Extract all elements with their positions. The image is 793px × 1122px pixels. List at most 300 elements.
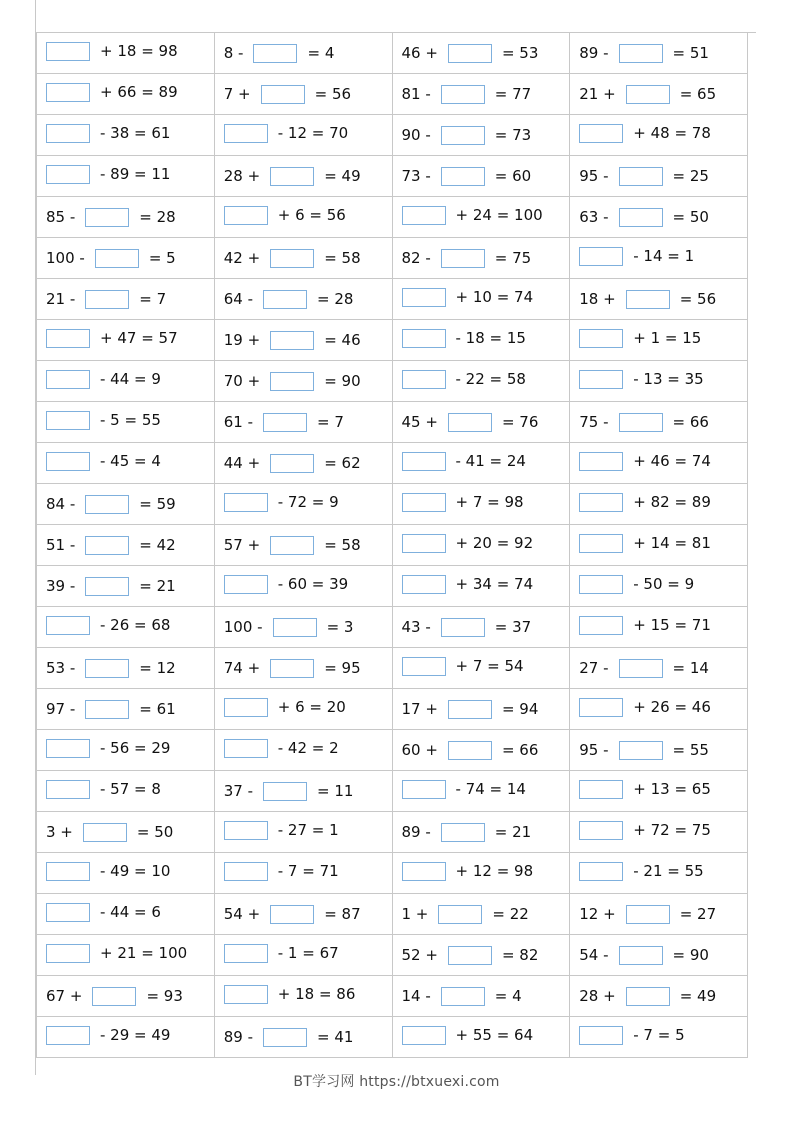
equation-right-side: + 24 = 100 bbox=[455, 206, 543, 224]
answer-box[interactable] bbox=[448, 44, 492, 63]
equation-left-operand: 95 - bbox=[579, 167, 609, 185]
answer-box[interactable] bbox=[46, 165, 90, 184]
answer-box[interactable] bbox=[85, 536, 129, 555]
equation-row bbox=[37, 197, 748, 238]
equation bbox=[579, 493, 711, 512]
equation-left-operand: 28 + bbox=[579, 987, 616, 1005]
equation-right-side: + 26 = 46 bbox=[633, 698, 711, 716]
equation-right-side: = 4 bbox=[307, 44, 335, 62]
equation-right-side: = 66 bbox=[672, 413, 709, 431]
answer-box[interactable] bbox=[263, 1028, 307, 1047]
equation-row bbox=[37, 730, 748, 771]
answer-box[interactable] bbox=[441, 987, 485, 1006]
answer-box[interactable] bbox=[579, 329, 623, 348]
equation-right-side: = 55 bbox=[672, 741, 709, 759]
equation-left-operand: 8 - bbox=[223, 44, 244, 62]
equation bbox=[579, 290, 716, 309]
equation bbox=[224, 290, 354, 309]
answer-box[interactable] bbox=[402, 657, 446, 676]
equation-cell bbox=[392, 607, 570, 648]
equation-right-side: + 82 = 89 bbox=[633, 493, 711, 511]
equation-right-side: = 3 bbox=[326, 618, 354, 636]
answer-box[interactable] bbox=[253, 44, 297, 63]
equation-cell bbox=[37, 402, 215, 443]
equation bbox=[46, 452, 161, 471]
equation-left-operand: 21 + bbox=[579, 85, 616, 103]
answer-box[interactable] bbox=[224, 698, 268, 717]
equation-cell bbox=[392, 402, 570, 443]
equation-right-side: - 45 = 4 bbox=[100, 452, 161, 470]
equation-left-operand: 39 - bbox=[46, 577, 76, 595]
answer-box[interactable] bbox=[224, 493, 268, 512]
equation-left-operand: 84 - bbox=[46, 495, 76, 513]
equation-cell bbox=[37, 115, 215, 156]
equation-cell bbox=[392, 320, 570, 361]
footer-credit: BT学习网 https://btxuexi.com bbox=[293, 1074, 500, 1090]
equation-cell bbox=[214, 443, 392, 484]
equation-right-side: - 22 = 58 bbox=[455, 370, 526, 388]
answer-box[interactable] bbox=[270, 331, 314, 350]
equation-row bbox=[37, 1017, 748, 1058]
equation-right-side: = 87 bbox=[324, 905, 361, 923]
answer-box[interactable] bbox=[579, 821, 623, 840]
equation-cell bbox=[214, 525, 392, 566]
equation-right-side: = 90 bbox=[324, 372, 361, 390]
equation-right-side: - 26 = 68 bbox=[100, 616, 171, 634]
answer-box[interactable] bbox=[619, 741, 663, 760]
answer-box[interactable] bbox=[619, 44, 663, 63]
equation-right-side: - 74 = 14 bbox=[455, 780, 526, 798]
answer-box[interactable] bbox=[224, 985, 268, 1004]
equation-row bbox=[37, 402, 748, 443]
equation-cell bbox=[37, 197, 215, 238]
equation-row bbox=[37, 238, 748, 279]
equation-cell bbox=[570, 525, 748, 566]
equation bbox=[579, 208, 709, 227]
answer-box[interactable] bbox=[46, 739, 90, 758]
answer-box[interactable] bbox=[579, 124, 623, 143]
answer-box[interactable] bbox=[441, 823, 485, 842]
equation-left-operand: 53 - bbox=[46, 659, 76, 677]
equation bbox=[46, 329, 178, 348]
equation-row bbox=[37, 976, 748, 1017]
equation bbox=[579, 534, 711, 553]
answer-box[interactable] bbox=[85, 577, 129, 596]
equation-cell bbox=[214, 607, 392, 648]
equation bbox=[46, 739, 170, 758]
equation-left-operand: 82 - bbox=[401, 249, 431, 267]
equation-cell bbox=[392, 484, 570, 525]
equation-right-side: + 1 = 15 bbox=[633, 329, 702, 347]
equation-left-operand: 97 - bbox=[46, 700, 76, 718]
equation-row bbox=[37, 33, 748, 74]
equation-cell bbox=[37, 812, 215, 853]
answer-box[interactable] bbox=[579, 247, 623, 266]
equation-left-operand: 3 + bbox=[46, 823, 73, 841]
equation-right-side: - 38 = 61 bbox=[100, 124, 171, 142]
equation-right-side: - 60 = 39 bbox=[277, 575, 349, 593]
answer-box[interactable] bbox=[438, 905, 482, 924]
equation-row bbox=[37, 525, 748, 566]
equation-right-side: = 58 bbox=[324, 536, 361, 554]
answer-box[interactable] bbox=[46, 411, 90, 430]
answer-box[interactable] bbox=[270, 454, 314, 473]
equation-cell bbox=[37, 730, 215, 771]
equation-left-operand: 100 - bbox=[46, 249, 85, 267]
equation-cell bbox=[392, 156, 570, 197]
equation-cell bbox=[570, 771, 748, 812]
equation bbox=[579, 698, 711, 717]
answer-box[interactable] bbox=[46, 370, 90, 389]
equation-right-side: = 42 bbox=[139, 536, 176, 554]
equation-cell bbox=[37, 484, 215, 525]
equation-cell bbox=[37, 566, 215, 607]
answer-box[interactable] bbox=[263, 413, 307, 432]
equation-right-side: = 21 bbox=[494, 823, 532, 841]
equation-left-operand: 89 - bbox=[223, 1028, 254, 1046]
answer-box[interactable] bbox=[626, 987, 670, 1006]
equation bbox=[579, 1026, 684, 1045]
answer-box[interactable] bbox=[619, 659, 663, 678]
equation-cell bbox=[392, 894, 570, 935]
answer-box[interactable] bbox=[402, 862, 446, 881]
answer-box[interactable] bbox=[579, 780, 623, 799]
equation-right-side: + 48 = 78 bbox=[633, 124, 711, 142]
equation bbox=[579, 905, 716, 924]
equation bbox=[579, 167, 709, 186]
answer-box[interactable] bbox=[46, 903, 90, 922]
equation bbox=[402, 329, 526, 348]
equation-cell bbox=[214, 33, 392, 74]
answer-box[interactable] bbox=[263, 782, 307, 801]
equation-cell bbox=[214, 853, 392, 894]
equation-right-side: = 58 bbox=[324, 249, 361, 267]
equation-right-side: - 56 = 29 bbox=[100, 739, 171, 757]
equation-cell bbox=[214, 115, 392, 156]
equation-cell bbox=[392, 648, 570, 689]
equation-right-side: = 7 bbox=[317, 413, 344, 431]
equation bbox=[224, 782, 354, 801]
equation bbox=[402, 452, 526, 471]
equation-right-side: = 25 bbox=[672, 167, 709, 185]
equation-row bbox=[37, 361, 748, 402]
answer-box[interactable] bbox=[579, 575, 623, 594]
equation-right-side: = 28 bbox=[317, 290, 354, 308]
equation-left-operand: 75 - bbox=[579, 413, 609, 431]
answer-box[interactable] bbox=[85, 700, 129, 719]
equation-right-side: = 94 bbox=[501, 700, 539, 718]
equation-right-side: + 21 = 100 bbox=[100, 944, 188, 962]
equation bbox=[224, 249, 361, 268]
answer-box[interactable] bbox=[579, 862, 623, 881]
answer-box[interactable] bbox=[273, 618, 317, 637]
answer-box[interactable] bbox=[579, 698, 623, 717]
equation-cell bbox=[570, 484, 748, 525]
equation bbox=[224, 372, 361, 391]
equation-cell bbox=[37, 443, 215, 484]
answer-box[interactable] bbox=[448, 700, 492, 719]
equation-cell bbox=[570, 607, 748, 648]
equation-cell bbox=[570, 894, 748, 935]
answer-box[interactable] bbox=[270, 659, 314, 678]
equation bbox=[46, 659, 176, 678]
equation-row bbox=[37, 648, 748, 689]
equation-right-side: = 76 bbox=[501, 413, 539, 431]
equation-right-side: = 22 bbox=[492, 905, 529, 923]
equation bbox=[46, 42, 178, 61]
equation bbox=[402, 618, 532, 637]
equation bbox=[579, 821, 711, 840]
answer-box[interactable] bbox=[95, 249, 139, 268]
equation-right-side: + 72 = 75 bbox=[633, 821, 711, 839]
equation bbox=[402, 167, 532, 186]
equation-cell bbox=[214, 361, 392, 402]
equation-cell bbox=[570, 361, 748, 402]
equation-left-operand: 42 + bbox=[223, 249, 261, 267]
answer-box[interactable] bbox=[402, 493, 446, 512]
answer-box[interactable] bbox=[441, 249, 485, 268]
answer-box[interactable] bbox=[224, 206, 268, 225]
equation bbox=[46, 1026, 170, 1045]
answer-box[interactable] bbox=[224, 575, 268, 594]
equation-right-side: + 13 = 65 bbox=[633, 780, 711, 798]
equation-right-side: = 56 bbox=[679, 290, 717, 308]
equation-row bbox=[37, 812, 748, 853]
answer-box[interactable] bbox=[92, 987, 136, 1006]
equation-left-operand: 43 - bbox=[401, 618, 431, 636]
equation-left-operand: 27 - bbox=[579, 659, 609, 677]
equation-right-side: + 55 = 64 bbox=[455, 1026, 534, 1044]
equation-cell bbox=[392, 566, 570, 607]
equation-right-side: + 18 = 86 bbox=[277, 985, 356, 1003]
equation-row bbox=[37, 74, 748, 115]
answer-box[interactable] bbox=[224, 124, 268, 143]
answer-box[interactable] bbox=[263, 290, 307, 309]
equation-cell bbox=[570, 74, 748, 115]
equation-cell bbox=[214, 402, 392, 443]
equation bbox=[224, 44, 335, 63]
equation-left-operand: 28 + bbox=[223, 167, 261, 185]
answer-box[interactable] bbox=[441, 126, 485, 145]
answer-box[interactable] bbox=[270, 372, 314, 391]
equation bbox=[224, 985, 356, 1004]
answer-box[interactable] bbox=[270, 536, 314, 555]
equation-cell bbox=[37, 853, 215, 894]
answer-box[interactable] bbox=[46, 944, 90, 963]
equation-right-side: + 20 = 92 bbox=[455, 534, 534, 552]
equation-cell bbox=[570, 238, 748, 279]
equation-left-operand: 61 - bbox=[223, 413, 254, 431]
answer-box[interactable] bbox=[46, 1026, 90, 1045]
answer-box[interactable] bbox=[448, 741, 492, 760]
answer-box[interactable] bbox=[270, 167, 314, 186]
equation-right-side: = 49 bbox=[679, 987, 717, 1005]
equation-right-side: - 44 = 9 bbox=[100, 370, 161, 388]
answer-box[interactable] bbox=[579, 534, 623, 553]
equation-cell bbox=[214, 484, 392, 525]
equation bbox=[224, 493, 339, 512]
answer-box[interactable] bbox=[579, 493, 623, 512]
answer-box[interactable] bbox=[46, 124, 90, 143]
equation bbox=[46, 903, 161, 922]
equation-cell bbox=[214, 238, 392, 279]
equation-row bbox=[37, 853, 748, 894]
equation bbox=[46, 249, 176, 268]
answer-box[interactable] bbox=[85, 208, 129, 227]
equation-cell bbox=[570, 115, 748, 156]
equation-right-side: - 57 = 8 bbox=[100, 780, 161, 798]
equation-cell bbox=[570, 402, 748, 443]
answer-box[interactable] bbox=[402, 329, 446, 348]
equation-cell bbox=[392, 689, 570, 730]
answer-box[interactable] bbox=[579, 616, 623, 635]
equation-grid-body bbox=[37, 33, 748, 1058]
answer-box[interactable] bbox=[46, 616, 90, 635]
equation-right-side: - 21 = 55 bbox=[633, 862, 704, 880]
equation-row bbox=[37, 566, 748, 607]
equation-left-operand: 12 + bbox=[579, 905, 616, 923]
equation bbox=[224, 618, 354, 637]
equation bbox=[402, 126, 532, 145]
answer-box[interactable] bbox=[619, 167, 663, 186]
equation-cell bbox=[214, 812, 392, 853]
equation-cell bbox=[214, 279, 392, 320]
answer-box[interactable] bbox=[448, 413, 492, 432]
answer-box[interactable] bbox=[626, 905, 670, 924]
answer-box[interactable] bbox=[270, 249, 314, 268]
equation-row bbox=[37, 484, 748, 525]
equation bbox=[224, 739, 339, 758]
equation-right-side: = 62 bbox=[324, 454, 361, 472]
answer-box[interactable] bbox=[85, 495, 129, 514]
answer-box[interactable] bbox=[448, 946, 492, 965]
equation-cell bbox=[392, 812, 570, 853]
answer-box[interactable] bbox=[224, 944, 268, 963]
answer-box[interactable] bbox=[441, 85, 485, 104]
answer-box[interactable] bbox=[85, 290, 129, 309]
equation bbox=[46, 700, 176, 719]
answer-box[interactable] bbox=[441, 618, 485, 637]
equation-cell bbox=[214, 74, 392, 115]
equation-grid bbox=[36, 32, 748, 1058]
answer-box[interactable] bbox=[224, 739, 268, 758]
equation bbox=[46, 165, 170, 184]
answer-box[interactable] bbox=[46, 862, 90, 881]
equation-right-side: - 27 = 1 bbox=[277, 821, 339, 839]
answer-box[interactable] bbox=[626, 85, 670, 104]
equation-right-side: = 53 bbox=[501, 44, 539, 62]
answer-box[interactable] bbox=[402, 575, 446, 594]
equation-cell bbox=[392, 935, 570, 976]
equation bbox=[224, 659, 361, 678]
equation-right-side: = 75 bbox=[494, 249, 532, 267]
answer-box[interactable] bbox=[85, 659, 129, 678]
answer-box[interactable] bbox=[46, 452, 90, 471]
equation-right-side: + 6 = 56 bbox=[277, 206, 346, 224]
answer-box[interactable] bbox=[270, 905, 314, 924]
equation bbox=[224, 862, 339, 881]
equation bbox=[579, 575, 694, 594]
answer-box[interactable] bbox=[402, 534, 446, 553]
answer-box[interactable] bbox=[46, 780, 90, 799]
equation-right-side: - 13 = 35 bbox=[633, 370, 704, 388]
answer-box[interactable] bbox=[46, 329, 90, 348]
answer-box[interactable] bbox=[619, 413, 663, 432]
equation-right-side: = 21 bbox=[139, 577, 176, 595]
answer-box[interactable] bbox=[402, 206, 446, 225]
equation-right-side: = 82 bbox=[501, 946, 539, 964]
answer-box[interactable] bbox=[402, 370, 446, 389]
equation-right-side: + 10 = 74 bbox=[455, 288, 534, 306]
equation bbox=[46, 83, 178, 102]
equation bbox=[402, 288, 534, 307]
equation-left-operand: 44 + bbox=[223, 454, 261, 472]
answer-box[interactable] bbox=[46, 83, 90, 102]
equation bbox=[579, 85, 716, 104]
equation-right-side: = 4 bbox=[494, 987, 522, 1005]
equation-cell bbox=[37, 607, 215, 648]
equation-cell bbox=[37, 320, 215, 361]
equation-right-side: = 65 bbox=[679, 85, 717, 103]
equation-cell bbox=[392, 361, 570, 402]
equation-right-side: = 61 bbox=[139, 700, 176, 718]
equation-cell bbox=[392, 33, 570, 74]
equation bbox=[224, 454, 361, 473]
answer-box[interactable] bbox=[579, 452, 623, 471]
answer-box[interactable] bbox=[83, 823, 127, 842]
equation-row bbox=[37, 320, 748, 361]
equation-cell bbox=[214, 976, 392, 1017]
equation-cell bbox=[214, 894, 392, 935]
equation-right-side: - 44 = 6 bbox=[100, 903, 161, 921]
equation bbox=[579, 659, 709, 678]
answer-box[interactable] bbox=[619, 946, 663, 965]
equation bbox=[402, 370, 526, 389]
equation bbox=[224, 206, 346, 225]
answer-box[interactable] bbox=[626, 290, 670, 309]
answer-box[interactable] bbox=[402, 1026, 446, 1045]
equation-row bbox=[37, 279, 748, 320]
equation-left-operand: 89 - bbox=[401, 823, 431, 841]
answer-box[interactable] bbox=[46, 42, 90, 61]
answer-box[interactable] bbox=[402, 288, 446, 307]
answer-box[interactable] bbox=[224, 821, 268, 840]
equation bbox=[46, 862, 170, 881]
answer-box[interactable] bbox=[224, 862, 268, 881]
equation-right-side: + 46 = 74 bbox=[633, 452, 711, 470]
equation-cell bbox=[37, 689, 215, 730]
answer-box[interactable] bbox=[402, 452, 446, 471]
answer-box[interactable] bbox=[261, 85, 305, 104]
answer-box[interactable] bbox=[402, 780, 446, 799]
equation-cell bbox=[214, 197, 392, 238]
answer-box[interactable] bbox=[619, 208, 663, 227]
answer-box[interactable] bbox=[441, 167, 485, 186]
equation bbox=[46, 577, 176, 596]
answer-box[interactable] bbox=[579, 370, 623, 389]
equation bbox=[46, 987, 183, 1006]
equation-row bbox=[37, 894, 748, 935]
equation bbox=[579, 124, 711, 143]
equation-right-side: + 47 = 57 bbox=[100, 329, 178, 347]
equation-left-operand: 67 + bbox=[46, 987, 83, 1005]
equation-row bbox=[37, 689, 748, 730]
equation-left-operand: 18 + bbox=[579, 290, 616, 308]
answer-box[interactable] bbox=[579, 1026, 623, 1045]
equation-cell bbox=[570, 812, 748, 853]
equation-cell bbox=[37, 361, 215, 402]
equation-right-side: + 34 = 74 bbox=[455, 575, 534, 593]
